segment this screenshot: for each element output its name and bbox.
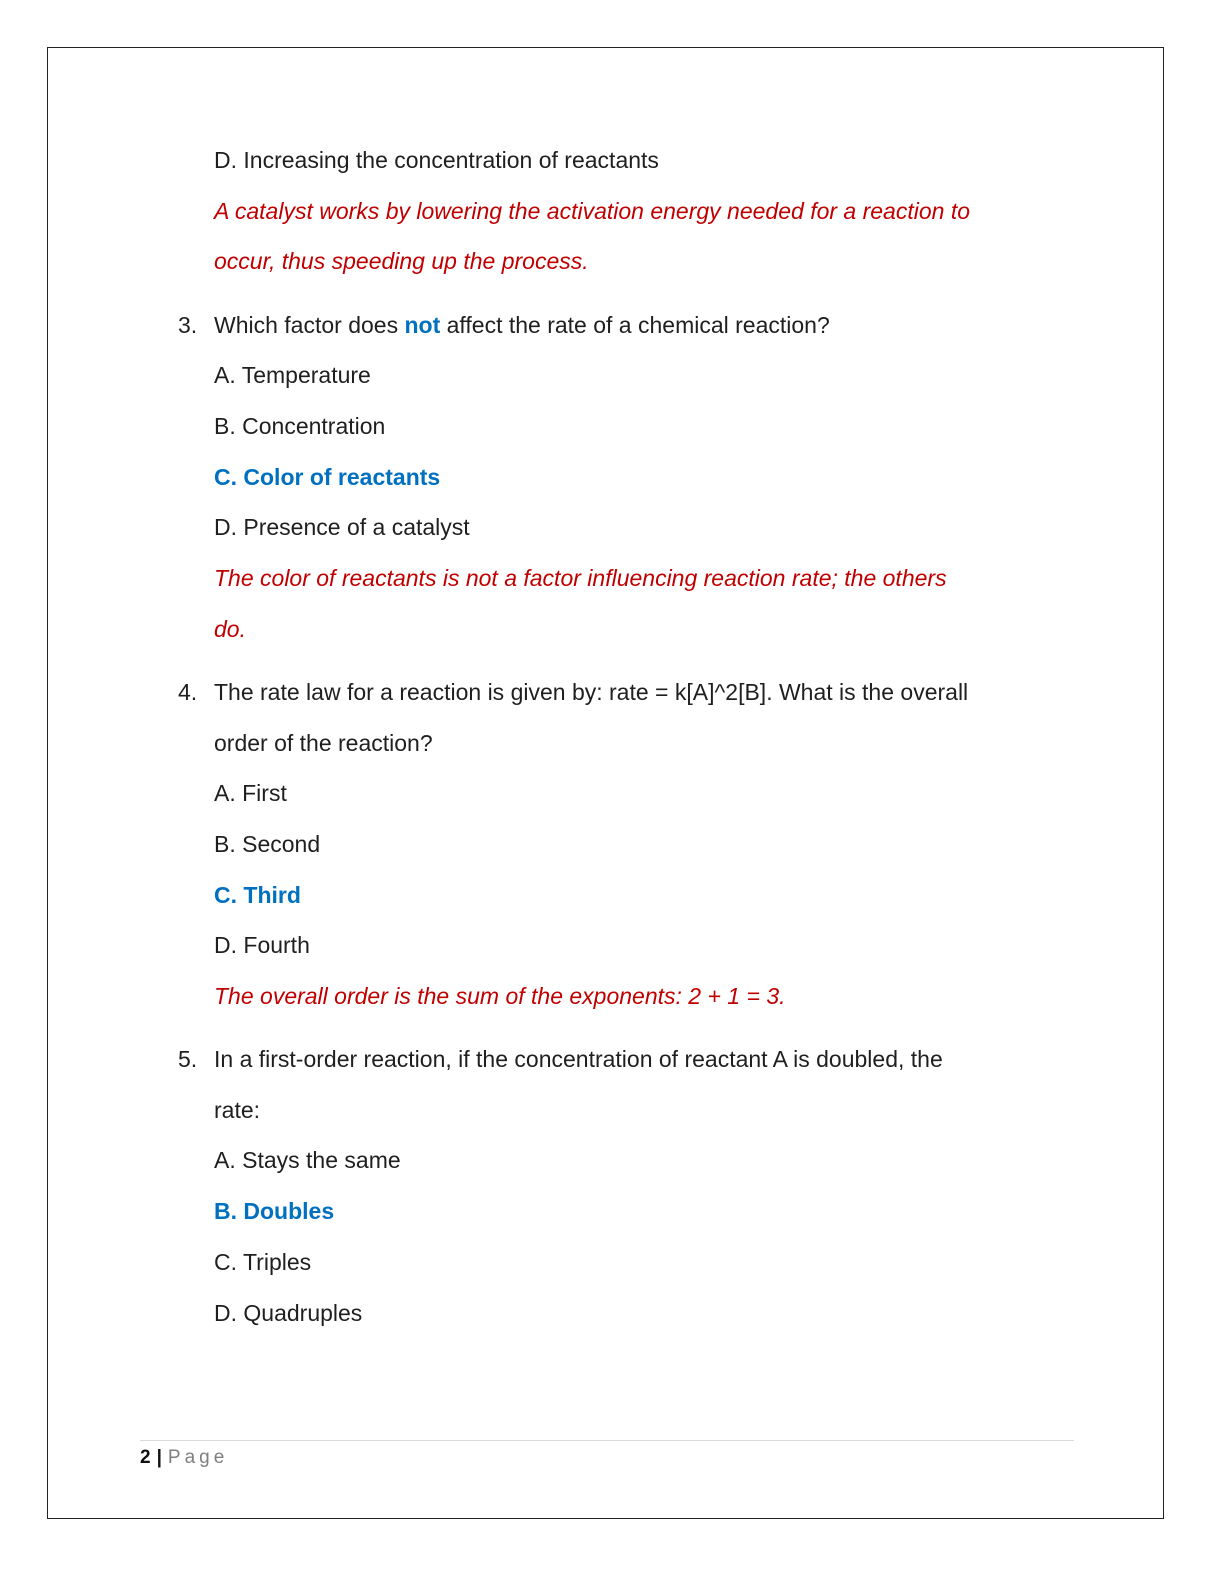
q4-option-a: A. First [214,780,287,806]
page-footer [140,1446,228,1470]
q3-option-c-correct: C. Color of reactants [214,464,441,490]
q3-explanation-line2: do. [214,616,246,642]
q4-question-line2: order of the reaction? [214,730,433,756]
q3-option-d: D. Presence of a catalyst [214,514,470,540]
page-number: 2 [140,1447,151,1468]
q5-option-d: D. Quadruples [214,1300,363,1326]
footer-divider [140,1440,1074,1441]
q4-option-c-correct: C. Third [214,882,301,908]
q4-option-d: D. Fourth [214,932,310,958]
q3-option-b: B. Concentration [214,413,386,439]
q4-option-b: B. Second [214,831,321,857]
q5-question-line2: rate: [214,1097,261,1123]
q3-text-emphasis: not [404,312,441,338]
q4-question-line1: The rate law for a reaction is given by: rate = k[A]^2[B]. What is the overall [214,679,969,705]
q5-option-c: C. Triples [214,1249,312,1275]
q4-number: 4. [178,679,198,705]
q5-option-a: A. Stays the same [214,1147,401,1173]
q3-option-a: A. Temperature [214,362,371,388]
footer-separator: | [156,1447,162,1468]
q3-question [214,310,830,340]
q5-number: 5. [178,1046,198,1072]
q2-option-d: D. Increasing the concentration of reactants [214,147,659,173]
q5-option-b-correct: B. Doubles [214,1198,335,1224]
page-label: Page [167,1447,229,1468]
q4-explanation: The overall order is the sum of the exponents: 2 + 1 = 3. [214,983,786,1009]
q2-explanation-line2: occur, thus speeding up the process. [214,248,589,274]
q3-explanation-line1: The color of reactants is not a factor influencing reaction rate; the others [214,565,947,591]
q5-question-line1: In a first-order reaction, if the concentration of reactant A is doubled, the [214,1046,943,1072]
q3-text-after: affect the rate of a chemical reaction? [440,312,830,338]
q3-text-before: Which factor does [214,312,405,338]
q3-number: 3. [178,312,198,338]
q2-explanation-line1: A catalyst works by lowering the activation energy needed for a reaction to [214,198,971,224]
